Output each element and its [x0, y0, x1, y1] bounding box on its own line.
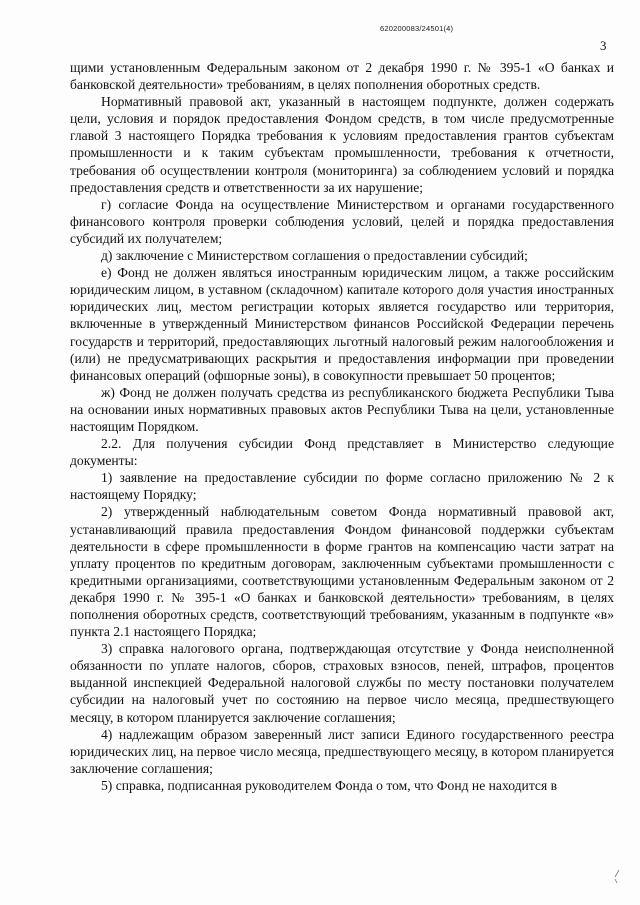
paragraph-section-2-2: 2.2. Для получения субсидии Фонд представляет в Министерство следующие документы:	[70, 436, 614, 469]
paragraph-document-2: 2) утвержденный наблюдательным советом Фонда нормативный правовой акт, устанавливающий правила предоставления Фондом финансовой поддержки субъектам деятельности в сфере промышленности в форме грантов на компенсацию части затрат на уплату процентов по кредитным договорам, заключенным субъектами промышленности с кредитными организациями, соответствующими установленным Федеральным законом от 2 декабря 1990 г. № 395-1 «О банках и банковской деятельности» требованиям, в целях пополнения оборотных средств, соответствующий требованиям, указанным в подпункте «в» пункта 2.1 настоящего Порядка;	[70, 504, 614, 640]
paragraph-item-g: г) согласие Фонда на осуществление Министерством и органами государственного финансового контроля проверки соблюдения условий, целей и порядка предоставления субсидий их получателем;	[70, 196, 614, 246]
paragraph-document-1: 1) заявление на предоставление субсидии по форме согласно приложению № 2 к настоящему Порядку;	[70, 470, 614, 503]
paragraph-item-e: е) Фонд не должен являться иностранным юридическим лицом, а также российским юридическим лицом, в уставном (складочном) капитале которого доля участия иностранных юридических лиц, местом регистрации которых является государство или территория, включенные в утвержденный Министерством финансов Российской Федерации перечень государств и территорий, предоставляющих льготный налоговый режим налогообложения и (или) не предусматривающих раскрытия и предоставления информации при проведении финансовых операций (офшорные зоны), в совокупности превышает 50 процентов;	[70, 265, 614, 383]
paragraph-continuation: щими установленным Федеральным законом от 2 декабря 1990 г. № 395-1 «О банках и банковской деятельности» требованиям, в целях пополнения оборотных средств.	[70, 60, 614, 93]
paragraph-document-4: 4) надлежащим образом заверенный лист записи Единого государственного реестра юридических лиц, на первое число месяца, предшествующего месяцу, в котором планируется заключение соглашения;	[70, 726, 614, 776]
paragraph-item-d: д) заключение с Министерством соглашения о предоставлении субсидий;	[101, 248, 528, 264]
paragraph-item-zh: ж) Фонд не должен получать средства из республиканского бюджета Республики Тыва на основании иных нормативных правовых актов Республики Тыва на цели, установленные настоящим Порядком.	[70, 384, 614, 434]
page-number: 3	[600, 38, 607, 53]
document-id: 620200083/24501(4)	[380, 24, 454, 33]
document-body	[70, 59, 614, 794]
paragraph-document-3: 3) справка налогового органа, подтверждающая отсутствие у Фонда неисполненной обязанности по уплате налогов, сборов, страховых взносов, пеней, штрафов, процентов выданной инспекцией Федеральной налоговой службы по месту постановки получателем субсидии на налоговый учет по состоянию на первое число месяца, предшествующего месяцу, в котором планируется заключение соглашения;	[70, 641, 614, 725]
scan-mark-icon	[612, 869, 622, 885]
paragraph-document-5: 5) справка, подписанная руководителем Фонда о том, что Фонд не находится в	[101, 777, 558, 793]
paragraph-normative-act: Нормативный правовой акт, указанный в настоящем подпункте, должен содержать цели, условия и порядок предоставления Фондом средств, в том числе предусмотренные главой 3 настоящего Порядка требования к условиям предоставления грантов субъектам промышленности и к таким субъектам промышленности, требования к отчетности, требования об осуществлении контроля (мониторинга) за соблюдением условий и порядка предоставления средств и ответственности за их нарушение;	[70, 94, 614, 195]
